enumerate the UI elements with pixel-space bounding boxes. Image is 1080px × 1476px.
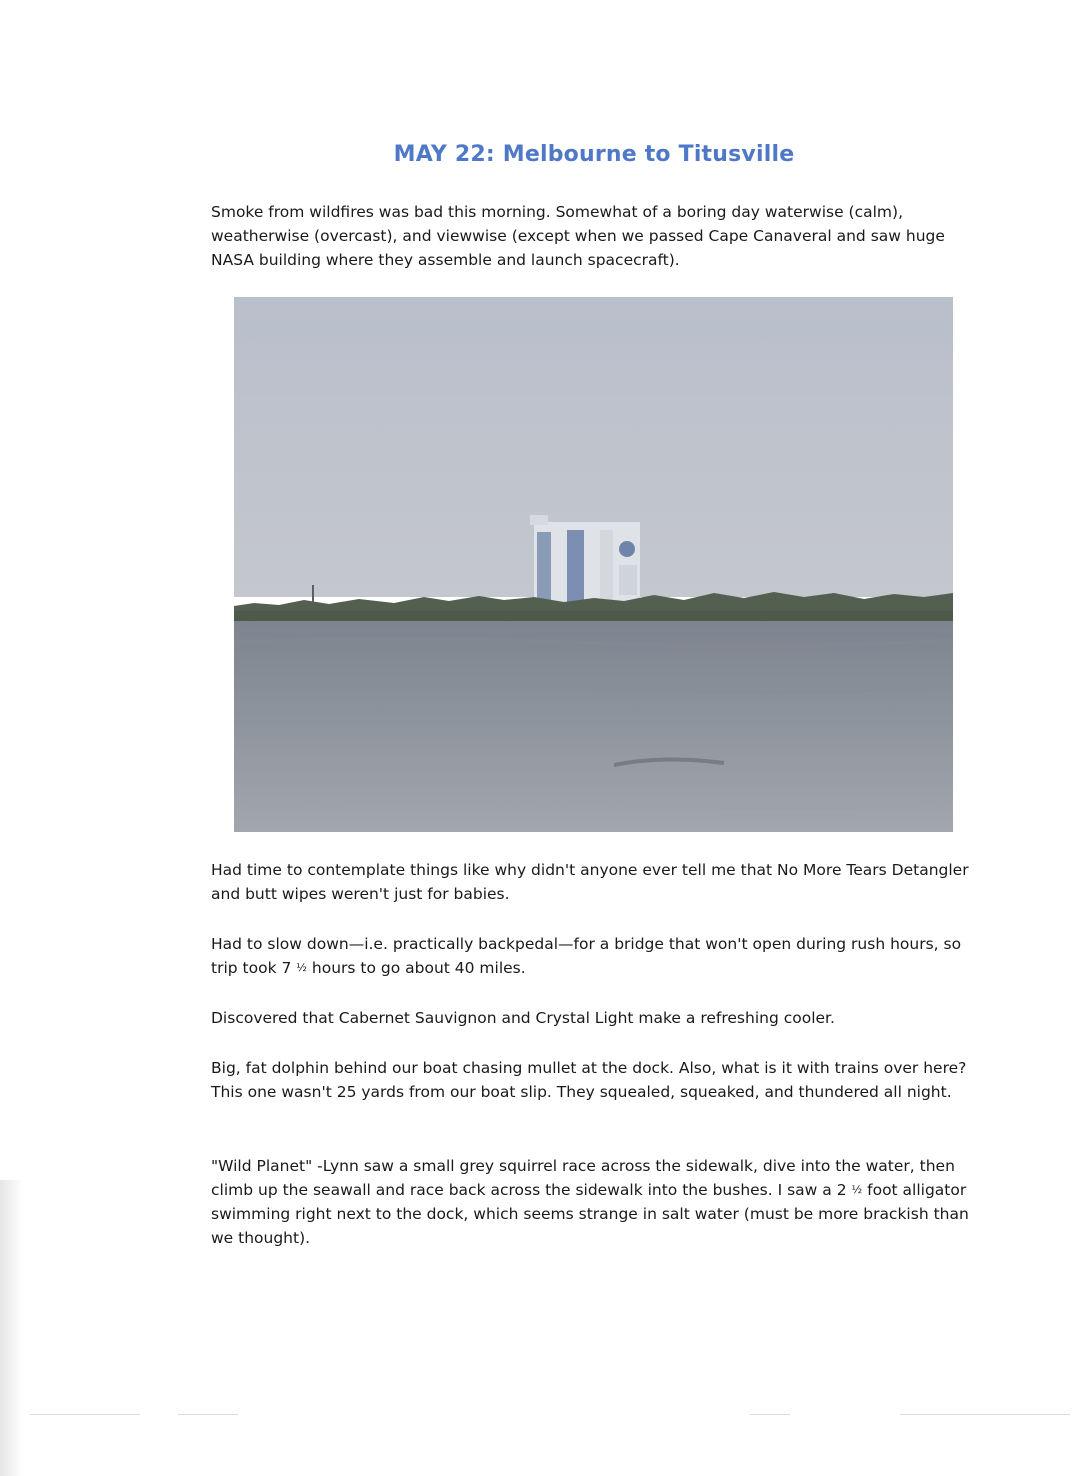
- scan-line: [178, 1414, 238, 1415]
- cape-canaveral-photo: [234, 297, 953, 832]
- scan-line: [900, 1414, 1070, 1415]
- fraction-half: ½: [296, 961, 307, 974]
- paragraph-cooler: Discovered that Cabernet Sauvignon and Crystal Light make a refreshing cooler.: [211, 1009, 835, 1027]
- nasa-building: [530, 515, 640, 605]
- paragraph-intro: Smoke from wildfires was bad this morning. Somewhat of a boring day waterwise (calm), weatherwise (overcast), and viewwise (except when we passed Cape Canaveral and saw huge NASA building where they assemble and launch spacecraft).: [211, 203, 945, 269]
- paragraph-bridge: Had to slow down—i.e. practically backpedal—for a bridge that won't open during rush hours, so trip took 7 ½ hours to go about 40 miles.: [211, 935, 962, 977]
- page-title: MAY 22: Melbourne to Titusville: [393, 142, 795, 167]
- fraction-half: ½: [851, 1183, 863, 1196]
- paragraph-contemplate: Had time to contemplate things like why didn't anyone ever tell me that No More Tears Detangler and butt wipes weren't just for babies.: [211, 861, 969, 903]
- scan-line: [750, 1414, 790, 1415]
- scan-edge-shadow: [0, 1180, 22, 1476]
- paragraph-dolphin: Big, fat dolphin behind our boat chasing mullet at the dock. Also, what is it with trains over here? This one wasn't 25 yards from our boat slip. They squealed, squeaked, and thundered all night.: [211, 1059, 967, 1101]
- paragraph-wild-planet: "Wild Planet" -Lynn saw a small grey squirrel race across the sidewalk, dive into the water, then climb up the seawall and race back across the sidewalk into the bushes. I saw a 2 ½ foot alligator swimming right next to the dock, which seems strange in salt water (must be more brackish than we thought).: [211, 1157, 969, 1247]
- scan-line: [30, 1414, 140, 1415]
